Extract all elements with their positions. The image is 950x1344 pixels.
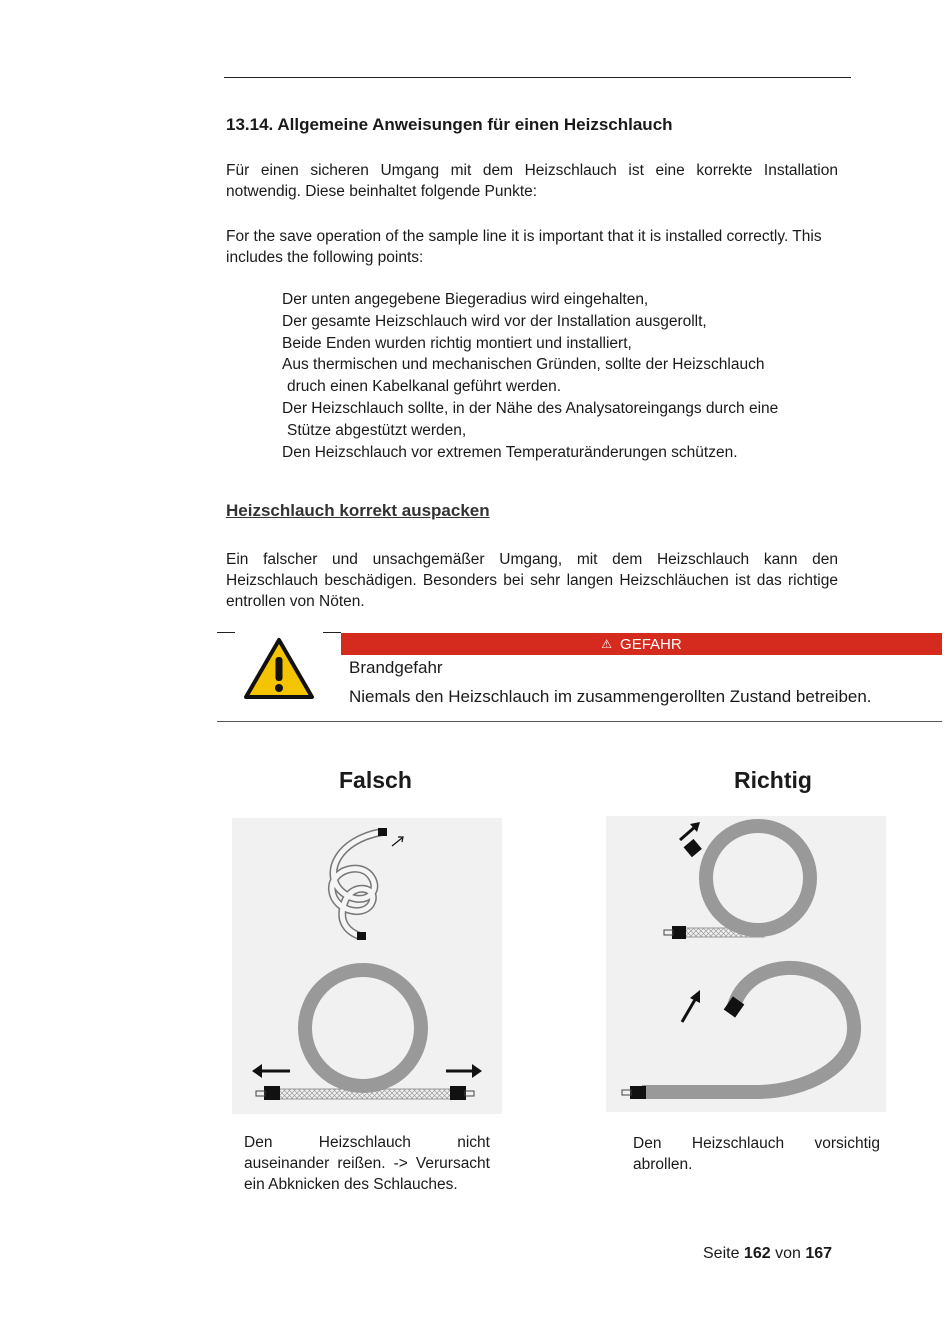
wrong-illustration (232, 818, 502, 1114)
installation-points (282, 289, 842, 463)
wrong-caption: Den Heizschlauch nicht auseinander reißen. -> Verursacht ein Abknicken des Schlauches. (244, 1134, 490, 1193)
warning-triangle-icon (243, 637, 315, 701)
section-title: 13.14. Allgemeine Anweisungen für einen Heizschlauch (226, 115, 673, 134)
list-item: Den Heizschlauch vor extremen Temperaturänderungen schützen. (282, 443, 738, 461)
wrong-title: Falsch (339, 767, 412, 793)
warning-banner (341, 633, 942, 655)
right-illustration (606, 816, 886, 1112)
list-item: Der Heizschlauch sollte, in der Nähe des Analysatoreingangs durch eine Stütze abgestützt werden, (282, 399, 779, 439)
warning-bottom-rule (217, 721, 942, 722)
list-item: Der gesamte Heizschlauch wird vor der Installation ausgerollt, (282, 312, 707, 330)
header-rule (224, 77, 851, 78)
intro-german: Für einen sicheren Umgang mit dem Heizschlauch ist eine korrekte Installation notwendig. Diese beinhaltet folgende Punkte: (226, 162, 838, 200)
warning-label: GEFAHR (620, 635, 682, 653)
right-title: Richtig (734, 767, 812, 793)
warning-text: Niemals den Heizschlauch im zusammengerollten Zustand betreiben. (349, 687, 872, 706)
warning-title: Brandgefahr (349, 658, 443, 677)
list-item: Beide Enden wurden richtig montiert und installiert, (282, 334, 632, 352)
page-number: Seite 162 von 167 (703, 1245, 833, 1262)
intro-english: For the save operation of the sample line it is important that it is installed correctly. This includes the following points: (226, 228, 822, 266)
warning-top-rule (323, 632, 341, 633)
right-caption: Den Heizschlauch vorsichtig abrollen. (633, 1135, 880, 1173)
warning-top-rule (217, 632, 235, 633)
unpack-paragraph: Ein falscher und unsachgemäßer Umgang, mit dem Heizschlauch kann den Heizschlauch beschädigen. Besonders bei sehr langen Heizschläuchen ist das richtige entrollen von Nöten. (226, 551, 838, 610)
subsection-title: Heizschlauch korrekt auspacken (226, 501, 490, 520)
list-item: Aus thermischen und mechanischen Gründen, sollte der Heizschlauch druch einen Kabelkanal geführt werden. (282, 356, 765, 396)
list-item: Der unten angegebene Biegeradius wird eingehalten, (282, 291, 649, 308)
warning-small-icon: ⚠ (601, 637, 613, 651)
